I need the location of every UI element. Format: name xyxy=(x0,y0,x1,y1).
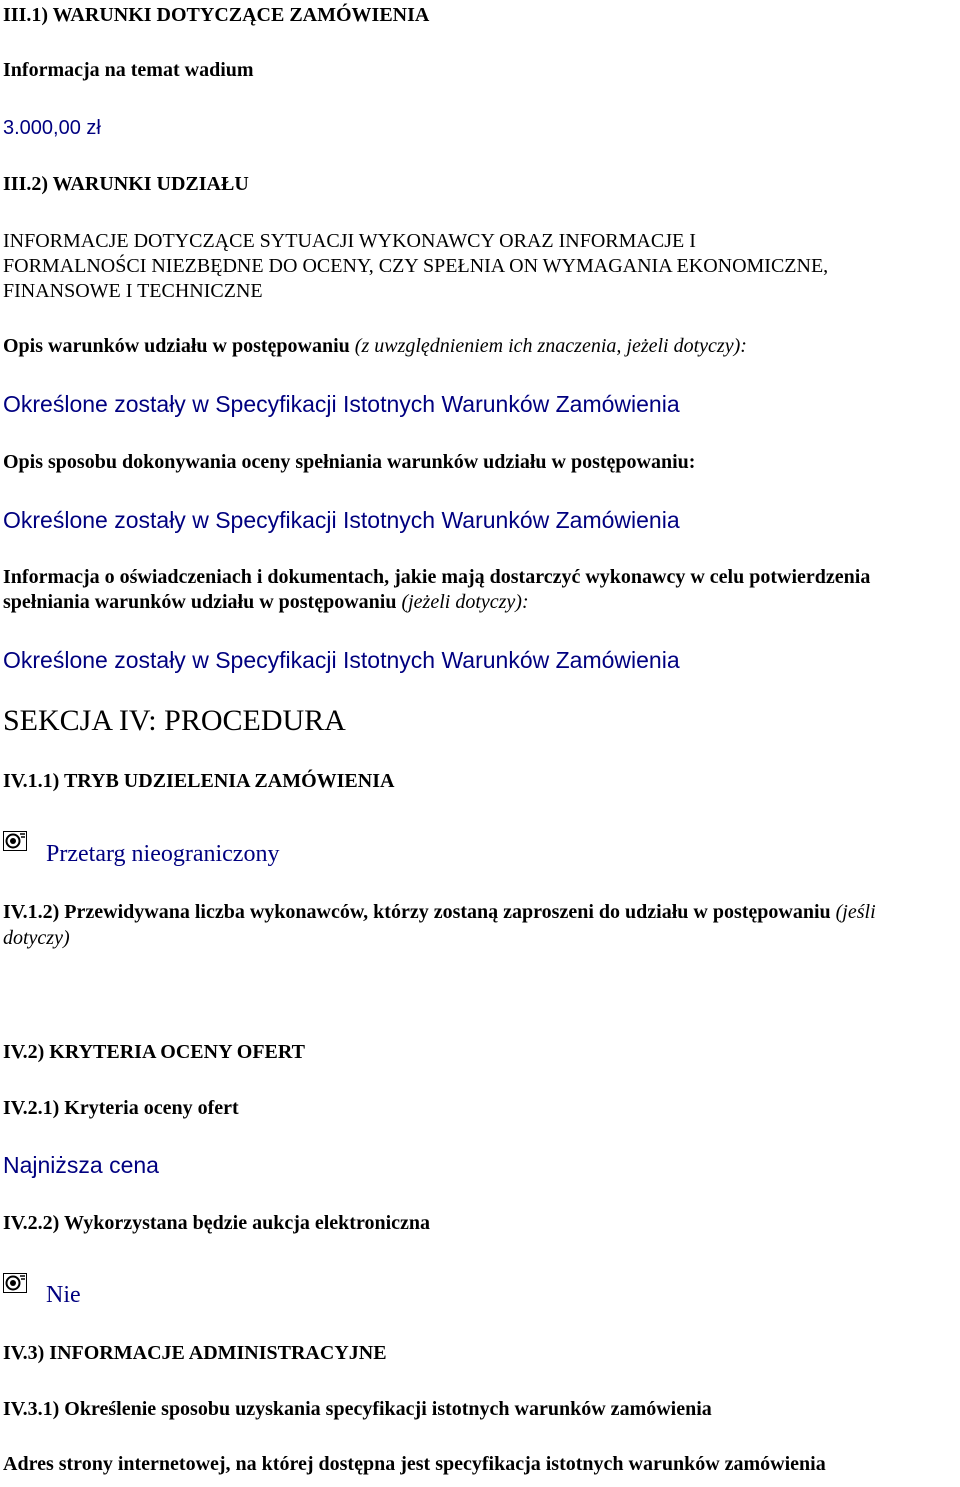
radio-selected-icon xyxy=(3,1273,27,1293)
opis-warunkow-note: (z uwzględnieniem ich znaczenia, jeżeli dotyczy): xyxy=(354,335,747,357)
admin-heading: IV.3) INFORMACJE ADMINISTRACYJNE xyxy=(3,1342,387,1364)
tryb-value: Przetarg nieograniczony xyxy=(46,841,280,867)
spec-heading: IV.3.1) Określenie sposobu uzyskania specyfikacji istotnych warunków zamówienia xyxy=(3,1398,712,1420)
section-heading-iii-1: III.1) WARUNKI DOTYCZĄCE ZAMÓWIENIA xyxy=(3,4,430,26)
opis-warunkow-row xyxy=(3,333,747,359)
radio-selected-icon xyxy=(3,831,27,851)
informacja-value: Określone zostały w Specyfikacji Istotnych Warunków Zamówienia xyxy=(3,647,680,673)
info-heading-line-3: FINANSOWE I TECHNICZNE xyxy=(3,280,263,302)
adres-label: Adres strony internetowej, na której dostępna jest specyfikacja istotnych warunków zamówienia xyxy=(3,1453,826,1475)
opis-sposobu-label: Opis sposobu dokonywania oceny spełniania warunków udziału w postępowaniu: xyxy=(3,451,696,473)
section-heading-iii-2: III.2) WARUNKI UDZIAŁU xyxy=(3,173,249,195)
section-iv-title: SEKCJA IV: PROCEDURA xyxy=(3,704,346,737)
liczba-row xyxy=(3,899,876,925)
informacja-row-2 xyxy=(3,589,529,615)
informacja-label-line-2: spełniania warunków udziału w postępowaniu xyxy=(3,591,397,613)
kryteria-value: Najniższa cena xyxy=(3,1152,159,1178)
liczba-note-line-2: dotyczy) xyxy=(3,927,70,949)
liczba-label: IV.1.2) Przewidywana liczba wykonawców, którzy zostaną zaproszeni do udziału w postępowaniu xyxy=(3,901,831,923)
tryb-heading: IV.1.1) TRYB UDZIELENIA ZAMÓWIENIA xyxy=(3,770,395,792)
informacja-note: (jeżeli dotyczy): xyxy=(401,591,529,613)
informacja-label-line-1: Informacja o oświadczeniach i dokumentach, jakie mają dostarczyć wykonawcy w celu potwierdzenia xyxy=(3,566,871,588)
opis-warunkow-value: Określone zostały w Specyfikacji Istotnych Warunków Zamówienia xyxy=(3,391,680,417)
aukcja-value: Nie xyxy=(46,1282,81,1308)
kryteria-subheading: IV.2.1) Kryteria oceny ofert xyxy=(3,1097,239,1119)
wadium-value: 3.000,00 zł xyxy=(3,117,101,139)
wadium-label: Informacja na temat wadium xyxy=(3,59,254,81)
opis-sposobu-value: Określone zostały w Specyfikacji Istotnych Warunków Zamówienia xyxy=(3,507,680,533)
liczba-note: (jeśli xyxy=(835,901,876,923)
kryteria-heading: IV.2) KRYTERIA OCENY OFERT xyxy=(3,1041,305,1063)
opis-warunkow-label: Opis warunków udziału w postępowaniu xyxy=(3,335,350,357)
info-heading-line-1: INFORMACJE DOTYCZĄCE SYTUACJI WYKONAWCY ORAZ INFORMACJE I xyxy=(3,230,696,252)
info-heading-line-2: FORMALNOŚCI NIEZBĘDNE DO OCENY, CZY SPEŁNIA ON WYMAGANIA EKONOMICZNE, xyxy=(3,255,829,277)
aukcja-heading: IV.2.2) Wykorzystana będzie aukcja elektroniczna xyxy=(3,1212,431,1234)
